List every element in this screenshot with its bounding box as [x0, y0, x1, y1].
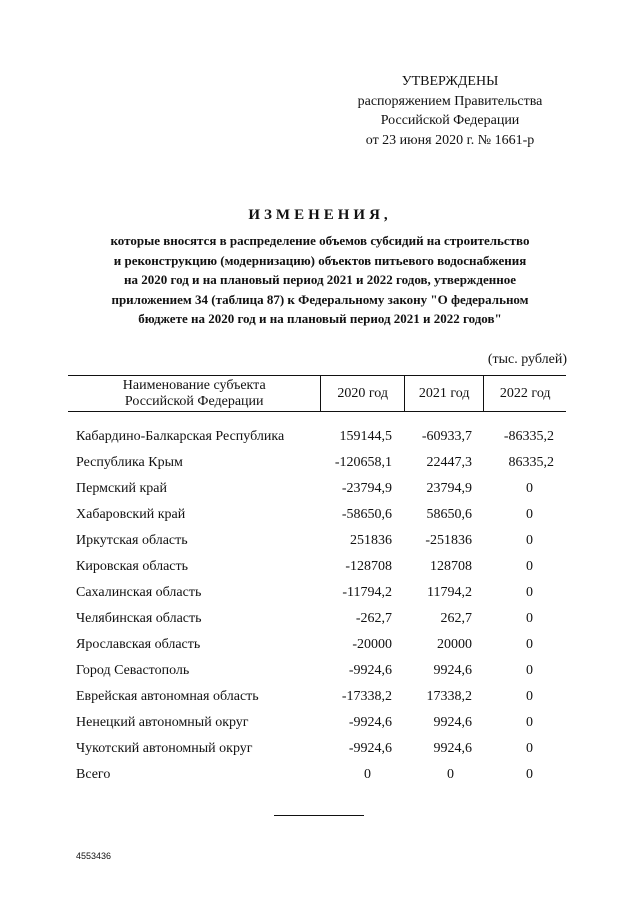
subtitle-line: бюджете на 2020 год и на плановый период 2021 и 2022 годов": [138, 311, 502, 326]
row-2020: -23794,9: [341, 481, 392, 496]
row-name: Кабардино-Балкарская Республика: [76, 429, 285, 444]
row-2022: 0: [526, 533, 533, 548]
table-row: [68, 632, 566, 658]
table-row: [68, 606, 566, 632]
end-divider: [274, 815, 364, 816]
row-2022: 0: [526, 585, 533, 600]
row-2021: 9924,6: [433, 663, 472, 678]
row-2021: -60933,7: [421, 429, 472, 444]
table-row: [68, 710, 566, 736]
approval-line-date: от 23 июня 2020 г. № 1661-р: [365, 132, 535, 148]
row-2022: 0: [526, 715, 533, 730]
row-2020: -20000: [352, 637, 392, 652]
row-name: Чукотский автономный округ: [76, 741, 253, 756]
row-name: Хабаровский край: [76, 507, 186, 522]
table-body: [68, 424, 566, 788]
row-2020: -120658,1: [334, 455, 392, 470]
row-name: Иркутская область: [76, 533, 188, 548]
row-name: Еврейская автономная область: [76, 689, 259, 704]
row-2022: 0: [526, 481, 533, 496]
row-2021: 23794,9: [426, 481, 472, 496]
table-row: [68, 450, 566, 476]
table-row: [68, 424, 566, 450]
subtitle-line: которые вносятся в распределение объемов субсидий на строительство: [110, 233, 530, 248]
row-2021: 9924,6: [433, 741, 472, 756]
header-2021: 2021 год: [404, 376, 484, 412]
row-name: Челябинская область: [76, 611, 202, 626]
row-name: Пермский край: [76, 481, 167, 496]
data-table-header: [68, 375, 566, 412]
row-name: Город Севастополь: [76, 663, 190, 678]
document-subtitle: [60, 231, 580, 329]
row-2022: 0: [526, 741, 533, 756]
unit-label: (тыс. рублей): [487, 352, 567, 367]
approval-block: [330, 72, 570, 150]
row-2020: -262,7: [355, 611, 392, 626]
row-2020: 159144,5: [339, 429, 392, 444]
row-2021: 17338,2: [426, 689, 472, 704]
row-2022: 0: [526, 767, 533, 782]
table-row: [68, 684, 566, 710]
row-2021: 20000: [437, 637, 472, 652]
table-row: [68, 554, 566, 580]
table-row: [68, 528, 566, 554]
subtitle-line: и реконструкцию (модернизацию) объектов питьевого водоснабжения: [113, 252, 527, 268]
row-2021: -251836: [425, 533, 472, 548]
subtitle-line: приложением 34 (таблица 87) к Федеральному закону "О федеральном: [111, 291, 529, 307]
document-number: 4553436: [76, 851, 112, 861]
table-row: [68, 658, 566, 684]
row-name: Республика Крым: [76, 455, 183, 470]
row-2022: 0: [526, 637, 533, 652]
row-2020: -11794,2: [342, 585, 392, 600]
row-name: Кировская область: [76, 559, 189, 574]
approval-line-government: Российской Федерации: [380, 113, 520, 128]
row-2022: 0: [526, 611, 533, 626]
row-name: Ненецкий автономный округ: [76, 715, 249, 730]
table-row: [68, 502, 566, 528]
header-2022: 2022 год: [484, 376, 566, 412]
approval-line-order: распоряжением Правительства: [357, 93, 543, 109]
row-2022: -86335,2: [503, 429, 554, 444]
approval-title: УТВЕРЖДЕНЫ: [401, 74, 499, 89]
row-2022: 0: [526, 507, 533, 522]
row-name: Ярославская область: [76, 637, 201, 652]
row-2022: 0: [526, 689, 533, 704]
row-2021: 128708: [430, 559, 472, 574]
row-2020: 251836: [350, 533, 392, 548]
row-2020: -58650,6: [341, 507, 392, 522]
row-2020: -9924,6: [348, 715, 392, 730]
header-subject-line1: Наименование субъекта: [122, 377, 266, 393]
row-name: Сахалинская область: [76, 585, 202, 600]
row-2021: 58650,6: [426, 507, 472, 522]
header-subject: [68, 376, 321, 412]
row-2022: 0: [526, 559, 533, 574]
header-subject-line2: Российской Федерации: [124, 393, 264, 409]
table-header-row: [68, 376, 566, 412]
row-name: Всего: [76, 767, 111, 782]
table-row-total: [68, 762, 566, 788]
row-2021: 9924,6: [433, 715, 472, 730]
row-2022: 86335,2: [508, 455, 554, 470]
table-row: [68, 476, 566, 502]
table-row: [68, 736, 566, 762]
row-2020: -9924,6: [348, 741, 392, 756]
document-title: ИЗМЕНЕНИЯ,: [248, 207, 392, 223]
row-2021: 0: [447, 767, 454, 782]
row-2021: 262,7: [440, 611, 472, 626]
row-2021: 22447,3: [426, 455, 472, 470]
row-2020: -128708: [345, 559, 392, 574]
row-2020: 0: [364, 767, 371, 782]
row-2022: 0: [526, 663, 533, 678]
header-2020: 2020 год: [321, 376, 404, 412]
row-2021: 11794,2: [427, 585, 472, 600]
table-row: [68, 580, 566, 606]
subtitle-line: на 2020 год и на плановый период 2021 и 2022 годов, утвержденное: [124, 272, 516, 287]
row-2020: -17338,2: [341, 689, 392, 704]
row-2020: -9924,6: [348, 663, 392, 678]
